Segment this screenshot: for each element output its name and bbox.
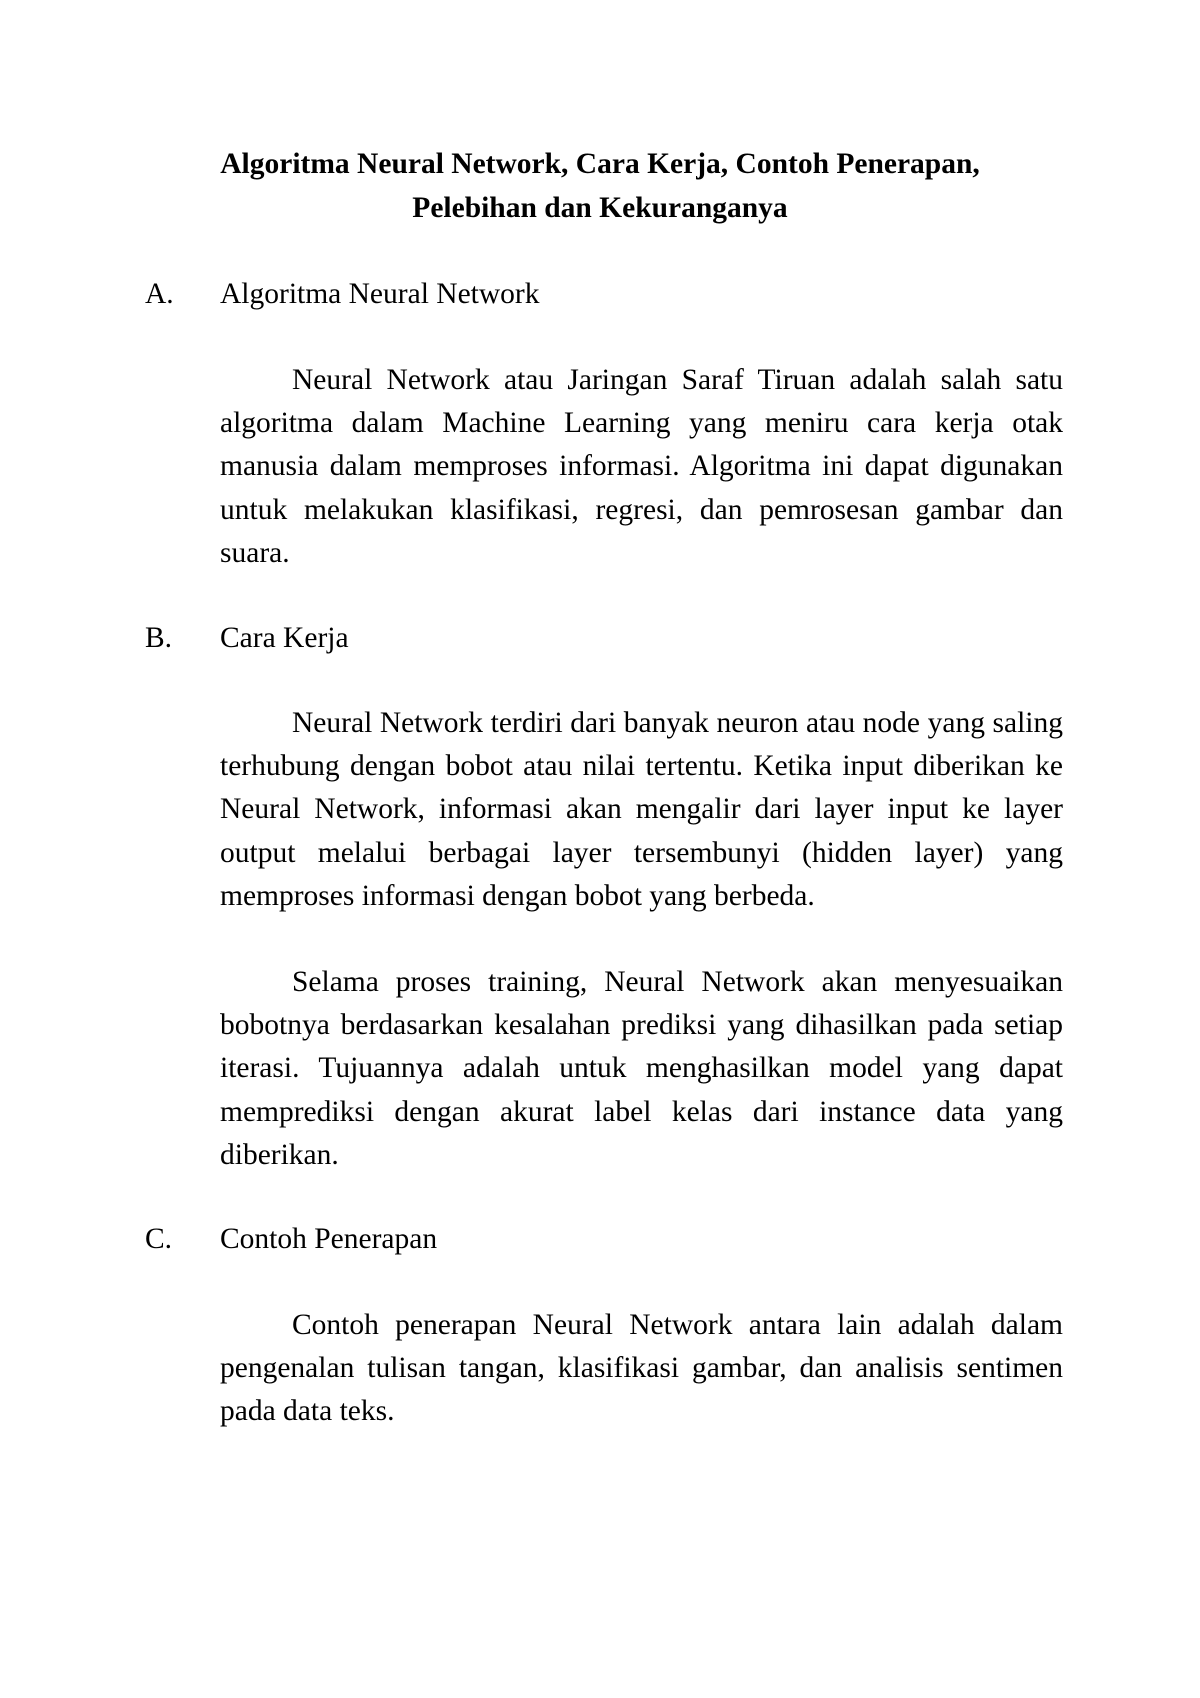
section-a-title: Algoritma Neural Network (220, 278, 540, 310)
section-c-paragraph: Contoh penerapan Neural Network antara lain adalah dalam pengenalan tulisan tangan, klasifikasi gambar, dan analisis sentimen pada data teks. (220, 1309, 1063, 1428)
title-line-1: Algoritma Neural Network, Cara Kerja, Contoh Penerapan, (220, 148, 980, 180)
section-a-heading (145, 272, 540, 316)
section-b-paragraph-2: Selama proses training, Neural Network akan menyesuaikan bobotnya berdasarkan kesalahan prediksi yang dihasilkan pada setiap iterasi. Tujuannya adalah untuk menghasilkan model yang dapat memprediksi dengan akurat label kelas dari instance data yang diberikan. (220, 966, 1063, 1171)
section-b-heading (145, 616, 349, 660)
title-line-2: Pelebihan dan Kekuranganya (412, 192, 788, 224)
section-c-title: Contoh Penerapan (220, 1223, 438, 1255)
section-a-paragraph: Neural Network atau Jaringan Saraf Tiruan adalah salah satu algoritma dalam Machine Learning yang meniru cara kerja otak manusia dalam memproses informasi. Algoritma ini dapat digunakan untuk melakukan klasifikasi, regresi, dan pemrosesan gambar dan suara. (220, 364, 1063, 569)
section-c-heading (145, 1217, 437, 1261)
section-b-title: Cara Kerja (220, 622, 349, 654)
section-a-letter: A. (145, 278, 174, 310)
document-title (0, 142, 1200, 230)
section-b-paragraph-1: Neural Network terdiri dari banyak neuron atau node yang saling terhubung dengan bobot atau nilai tertentu. Ketika input diberikan ke Neural Network, informasi akan mengalir dari layer input ke layer output melalui berbagai layer tersembunyi (hidden layer) yang memproses informasi dengan bobot yang berbeda. (220, 707, 1063, 912)
section-b-letter: B. (145, 622, 173, 654)
section-c-letter: C. (145, 1223, 173, 1255)
